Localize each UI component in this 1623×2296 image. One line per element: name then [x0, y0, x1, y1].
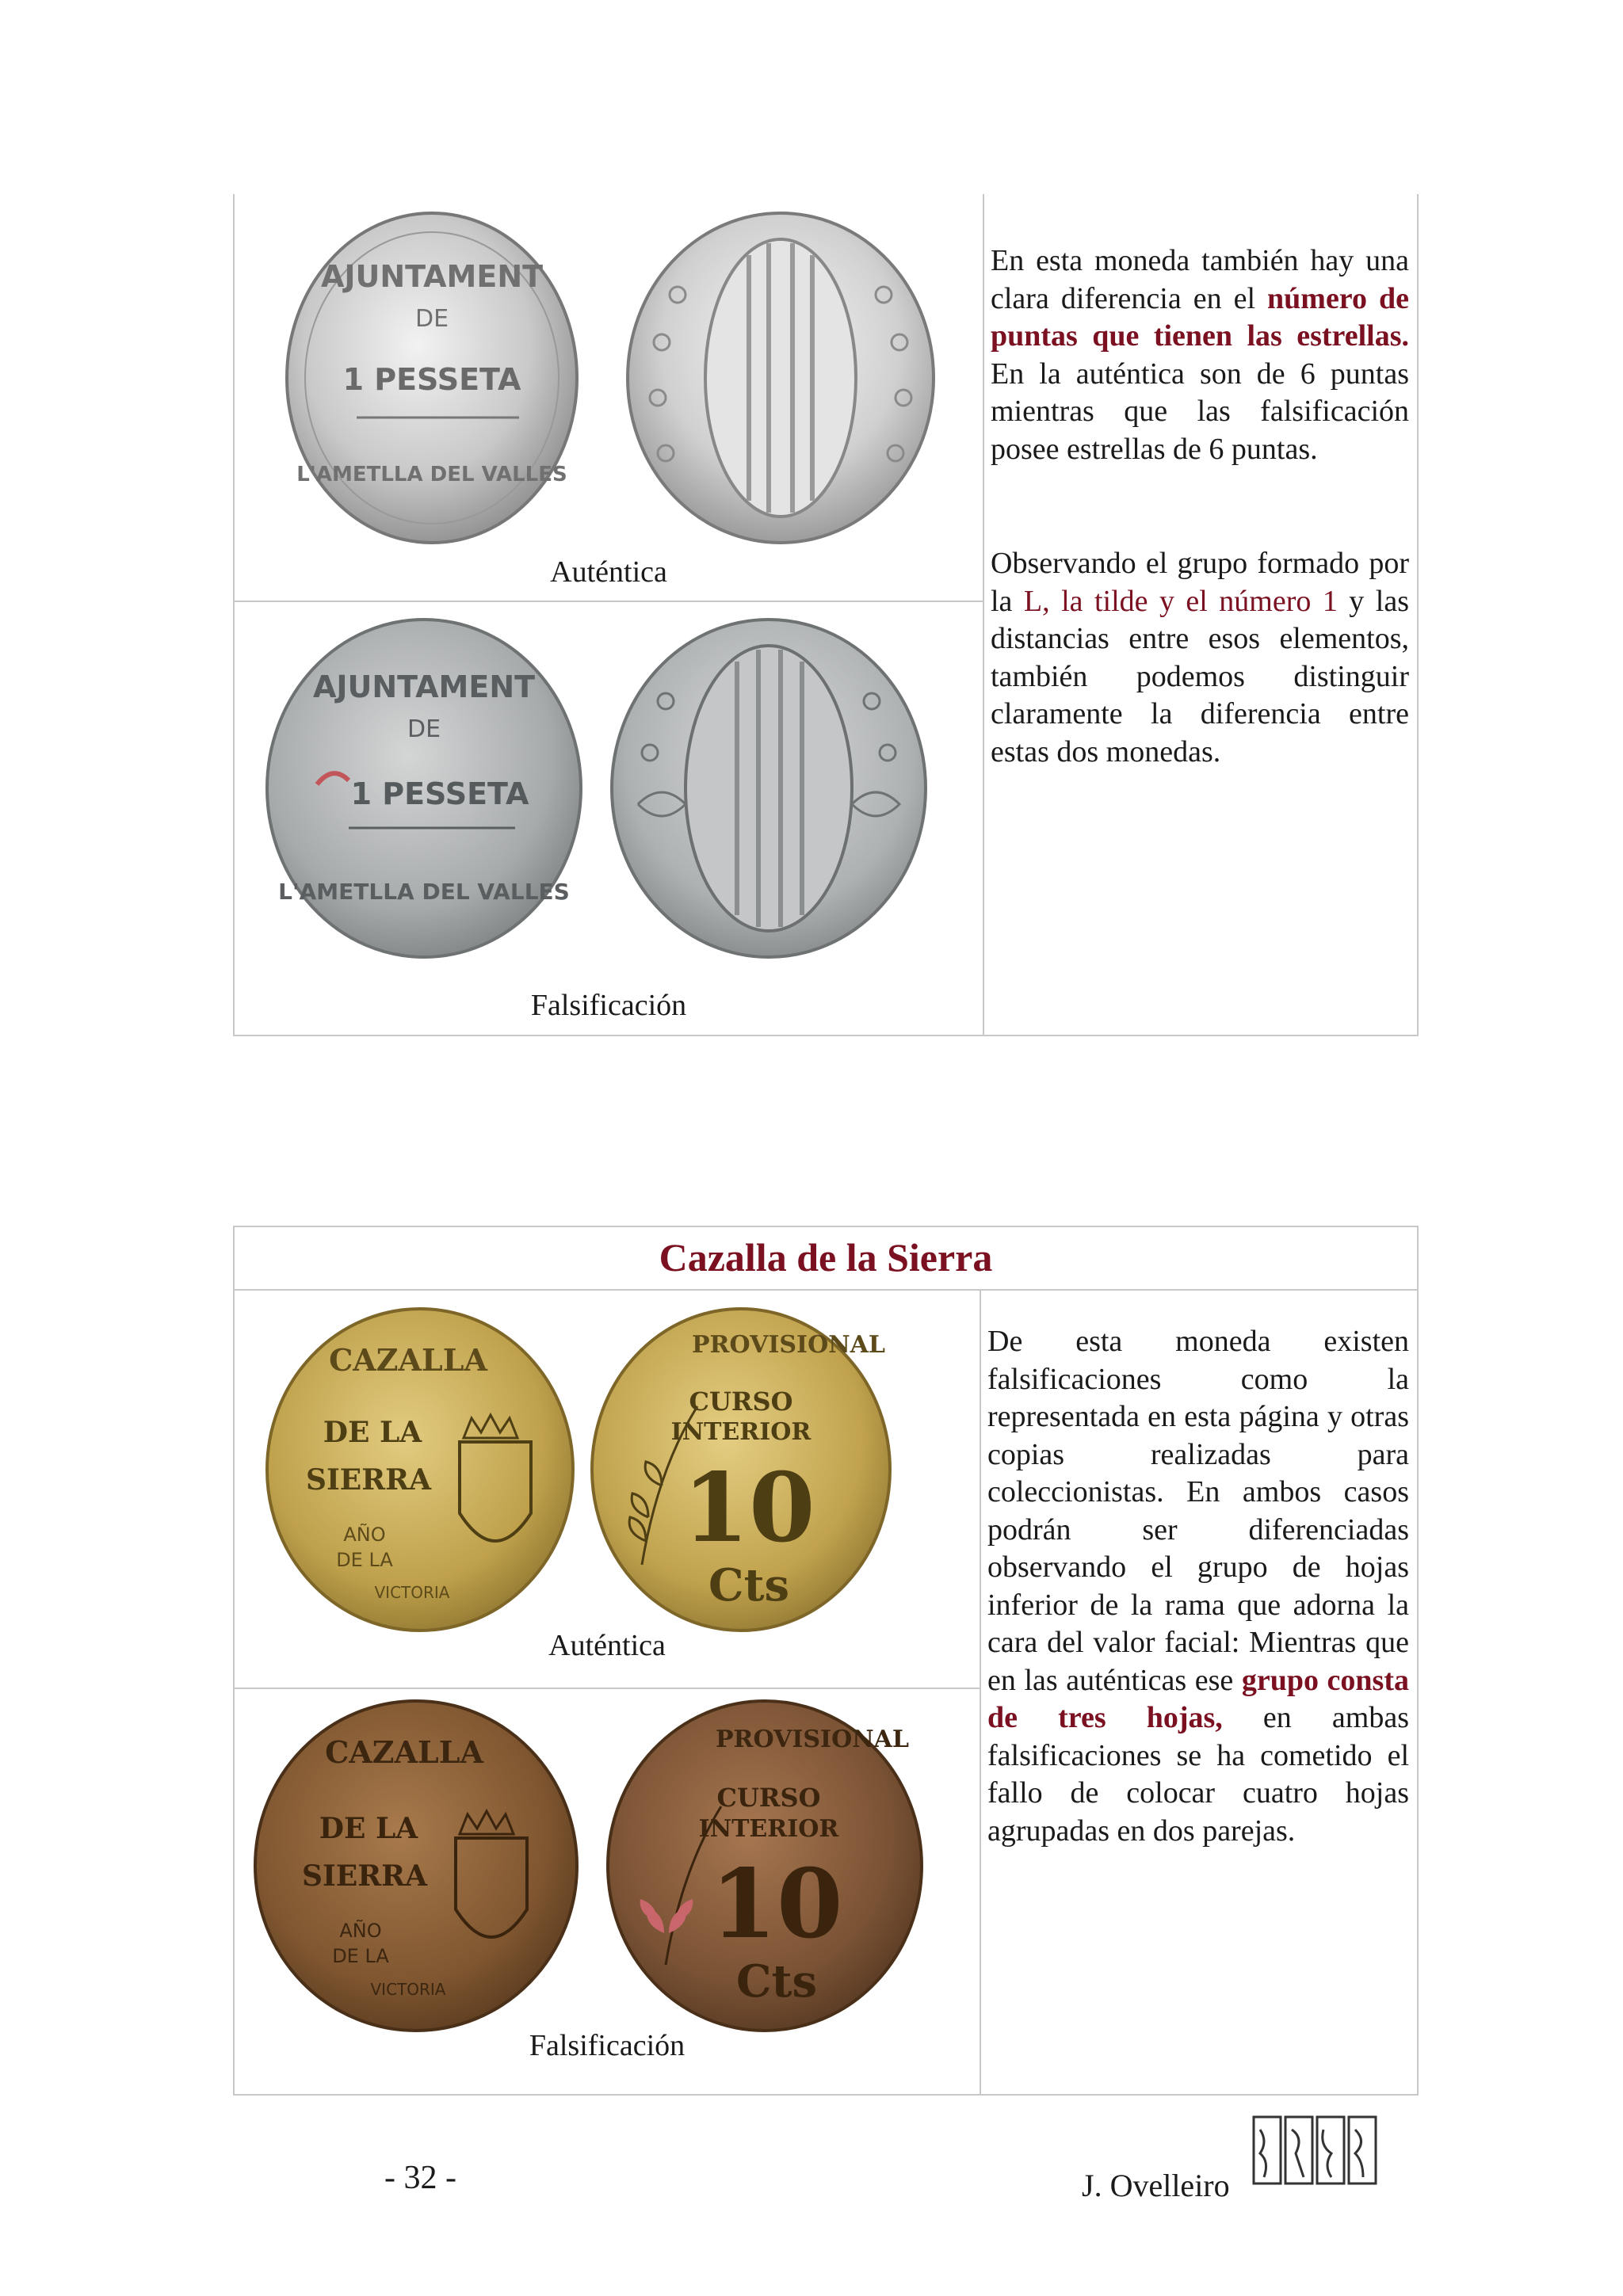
coin-c3-line2: DE LA [319, 1812, 418, 1845]
text: en ambas falsificaciones se ha cometido el fallo de colocar cuatro hojas agrupadas en dos parejas. [987, 1701, 1409, 1848]
coin-fake-reverse [606, 614, 931, 963]
coin-c4-line5: Cts [736, 1955, 817, 2008]
coin-c3-line1: CAZALLA [325, 1734, 483, 1770]
highlight-text: grupo consta de tres hojas, [987, 1663, 1409, 1734]
coin-cazalla-authentic-reverse [586, 1303, 896, 1636]
author-name: J. Ovelleiro [1082, 2168, 1230, 2203]
coin-c1-line1: CAZALLA [329, 1342, 487, 1378]
coin-c1-line6: VICTORIA [374, 1583, 450, 1602]
text: Observando el grupo formado por la [991, 547, 1409, 618]
coin-cazalla-authentic-obverse [262, 1303, 579, 1636]
coin-a1-line4: L'AMETLLA DEL VALLES [296, 463, 567, 486]
highlight-text: L, la tilde y el número 1 [1023, 584, 1338, 618]
caption-authentic: Auténtica [548, 1629, 666, 1662]
paragraph-cazalla [987, 1323, 1409, 1850]
coin-a1-line2: DE [414, 305, 449, 333]
coin-c4-line4: 10 [710, 1848, 843, 1960]
text: En la auténtica son de 6 puntas mientras que las falsificación posee estrellas de 6 puntas. [991, 357, 1409, 466]
coin-c2-line4: 10 [682, 1452, 815, 1564]
coin-f1-line4: L'AMETLLA DEL VALLES [278, 879, 570, 905]
coin-c1-line2: DE LA [323, 1416, 422, 1449]
coin-c2-line3: INTERIOR [670, 1418, 812, 1446]
highlight-text: número de puntas que tienen las estrellas. [991, 281, 1409, 353]
coin-f1-line3: 1 PESSETA [350, 776, 529, 811]
coin-c3-line6: VICTORIA [370, 1980, 446, 1999]
paragraph-letters [991, 545, 1409, 771]
page-number: - 32 - [384, 2160, 456, 2196]
coin-c3-line5: DE LA [332, 1945, 389, 1967]
coin-c2-line1: PROVISIONAL [691, 1331, 886, 1359]
text: En esta moneda también hay una clara diferencia en el [991, 244, 1409, 315]
coin-a1-line1: AJUNTAMENT [320, 259, 544, 294]
coin-cazalla-fake-reverse [602, 1695, 927, 2036]
coin-c1-line4: AÑO [343, 1524, 386, 1546]
text: De esta moneda existen falsificaciones como la representada en esta página y otras copias realizadas para coleccionistas. En ambos casos podrán ser diferenciadas observando el grupo de hojas inferior de la rama que adorna la cara del valor facial: Mientras que en las auténticas ese [987, 1325, 1409, 1697]
coin-c2-line2: CURSO [689, 1386, 793, 1417]
coin-c3-line4: AÑO [339, 1920, 382, 1942]
coin-authentic-reverse [622, 208, 939, 548]
caption-authentic: Auténtica [550, 555, 667, 589]
caption-fake: Falsificación [529, 2029, 685, 2062]
coin-c4-line2: CURSO [716, 1783, 821, 1813]
coin-cazalla-fake-obverse [250, 1695, 582, 2036]
coin-fake-obverse [262, 614, 586, 963]
coin-c4-line1: PROVISIONAL [715, 1726, 910, 1753]
coin-f1-line1: AJUNTAMENT [312, 669, 536, 704]
coin-c3-line3: SIERRA [301, 1859, 428, 1893]
section-title: Cazalla de la Sierra [659, 1235, 993, 1280]
coin-c4-line3: INTERIOR [698, 1815, 839, 1843]
coin-c1-line3: SIERRA [305, 1463, 432, 1497]
text: y las distancias entre esos elementos, también podemos distinguir claramente la diferencia entre estas dos monedas. [991, 584, 1409, 769]
coin-authentic-obverse [281, 208, 582, 548]
coin-c1-line5: DE LA [336, 1549, 393, 1571]
paragraph-stars [991, 242, 1409, 468]
author-logo [1252, 2114, 1379, 2187]
caption-fake: Falsificación [530, 989, 687, 1022]
coin-f1-line2: DE [407, 715, 441, 743]
coin-a1-line3: 1 PESSETA [342, 362, 521, 397]
coin-c2-line5: Cts [708, 1559, 789, 1611]
